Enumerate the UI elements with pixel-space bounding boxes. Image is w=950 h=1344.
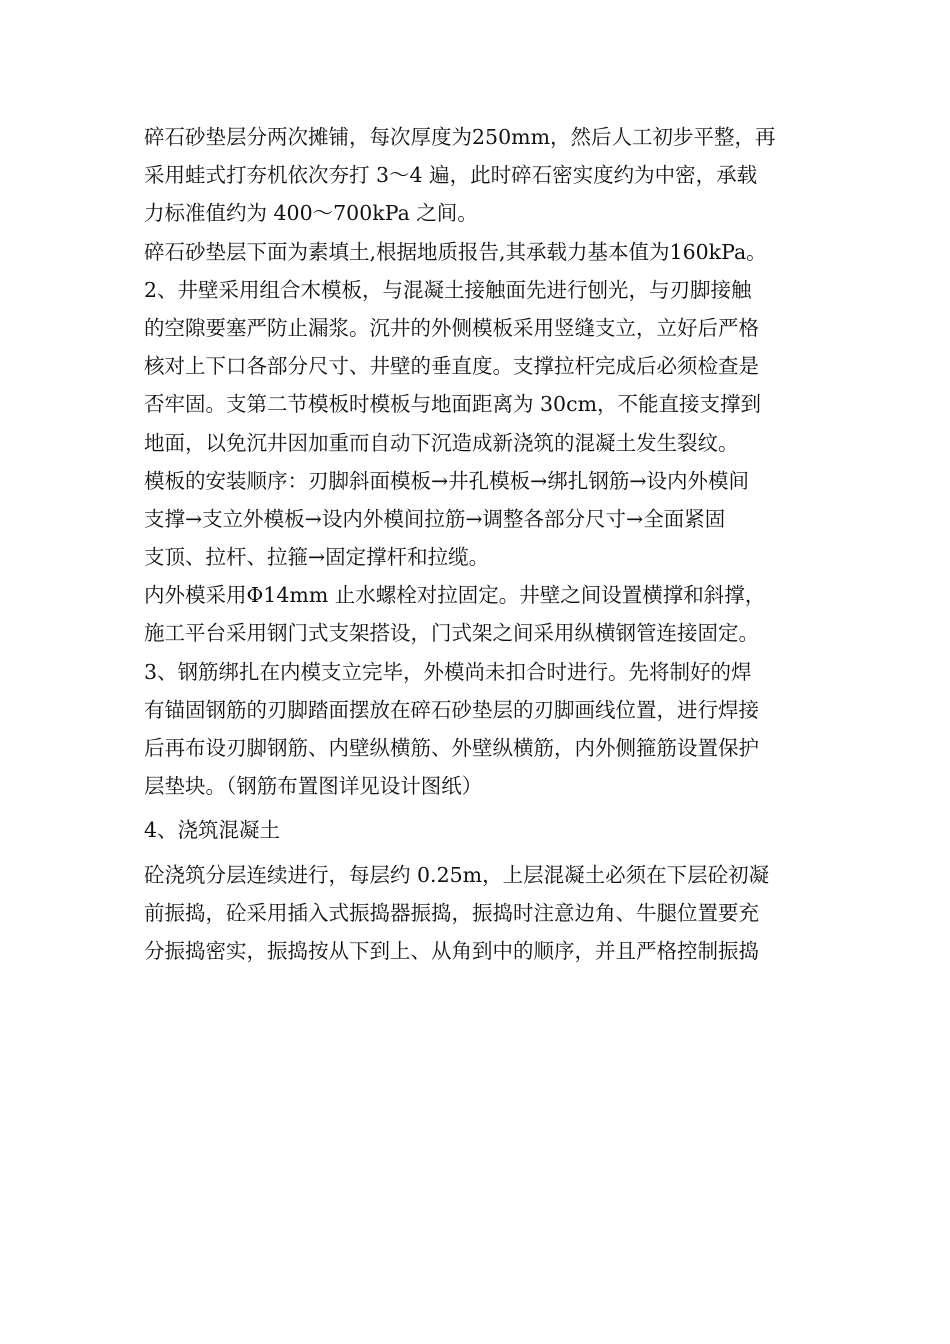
text-line: 模板的安装顺序：刃脚斜面模板→井孔模板→绑扎钢筋→设内外模间 (144, 468, 750, 493)
section-heading: 4、浇筑混凝土 (144, 818, 281, 843)
text-line: 碎石砂垫层分两次摊铺，每次厚度为250mm，然后人工初步平整，再 (144, 125, 776, 149)
text-line: 支撑→支立外模板→设内外模间拉筋→调整各部分尺寸→全面紧固 (144, 506, 726, 531)
text-line: 有锚固钢筋的刃脚踏面摆放在碎石砂垫层的刃脚画线位置，进行焊接 (144, 697, 759, 722)
text-line: 核对上下口各部分尺寸、井壁的垂直度。支撑拉杆完成后必须检查是 (144, 354, 759, 379)
text-line: 后再布设刃脚钢筋、内壁纵横筋、外壁纵横筋，内外侧箍筋设置保护 (144, 736, 759, 760)
text-line: 施工平台采用钢门式支架搭设，门式架之间采用纵横钢管连接固定。 (144, 621, 759, 646)
text-line: 地面，以免沉井因加重而自动下沉造成新浇筑的混凝土发生裂纹。 (144, 430, 739, 455)
text-line: 内外模采用Φ14mm 止水螺栓对拉固定。井壁之间设置横撑和斜撑， (144, 583, 766, 608)
text-line: 碎石砂垫层下面为素填土,根据地质报告,其承载力基本值为160kPa。 (144, 239, 767, 264)
text-line: 的空隙要塞严防止漏浆。沉井的外侧模板采用竖缝支立，立好后严格 (144, 315, 759, 340)
text-line: 砼浇筑分层连续进行，每层约 0.25m，上层混凝土必须在下层砼初凝 (144, 862, 770, 887)
body-text (144, 118, 834, 970)
text-line: 分振捣密实，振捣按从下到上、从角到中的顺序，并且严格控制振捣 (144, 938, 759, 963)
text-line: 2、井壁采用组合木模板，与混凝土接触面先进行刨光，与刃脚接触 (144, 277, 752, 302)
text-line: 支顶、拉杆、拉箍→固定撑杆和拉缆。 (144, 545, 490, 570)
text-line: 力标准值约为 400～700kPa 之间。 (144, 201, 478, 226)
text-line: 否牢固。支第二节模板时模板与地面距离为 30cm，不能直接支撑到 (144, 392, 762, 417)
text-line: 前振捣，砼采用插入式振捣器振捣，振捣时注意边角、牛腿位置要充 (144, 900, 759, 925)
text-line: 3、钢筋绑扎在内模支立完毕，外模尚未扣合时进行。先将制好的焊 (144, 659, 752, 684)
text-line: 层垫块。（钢筋布置图详见设计图纸） (144, 774, 483, 799)
text-line: 采用蛙式打夯机依次夯打 3～4 遍，此时碎石密实度约为中密，承载 (144, 163, 758, 188)
